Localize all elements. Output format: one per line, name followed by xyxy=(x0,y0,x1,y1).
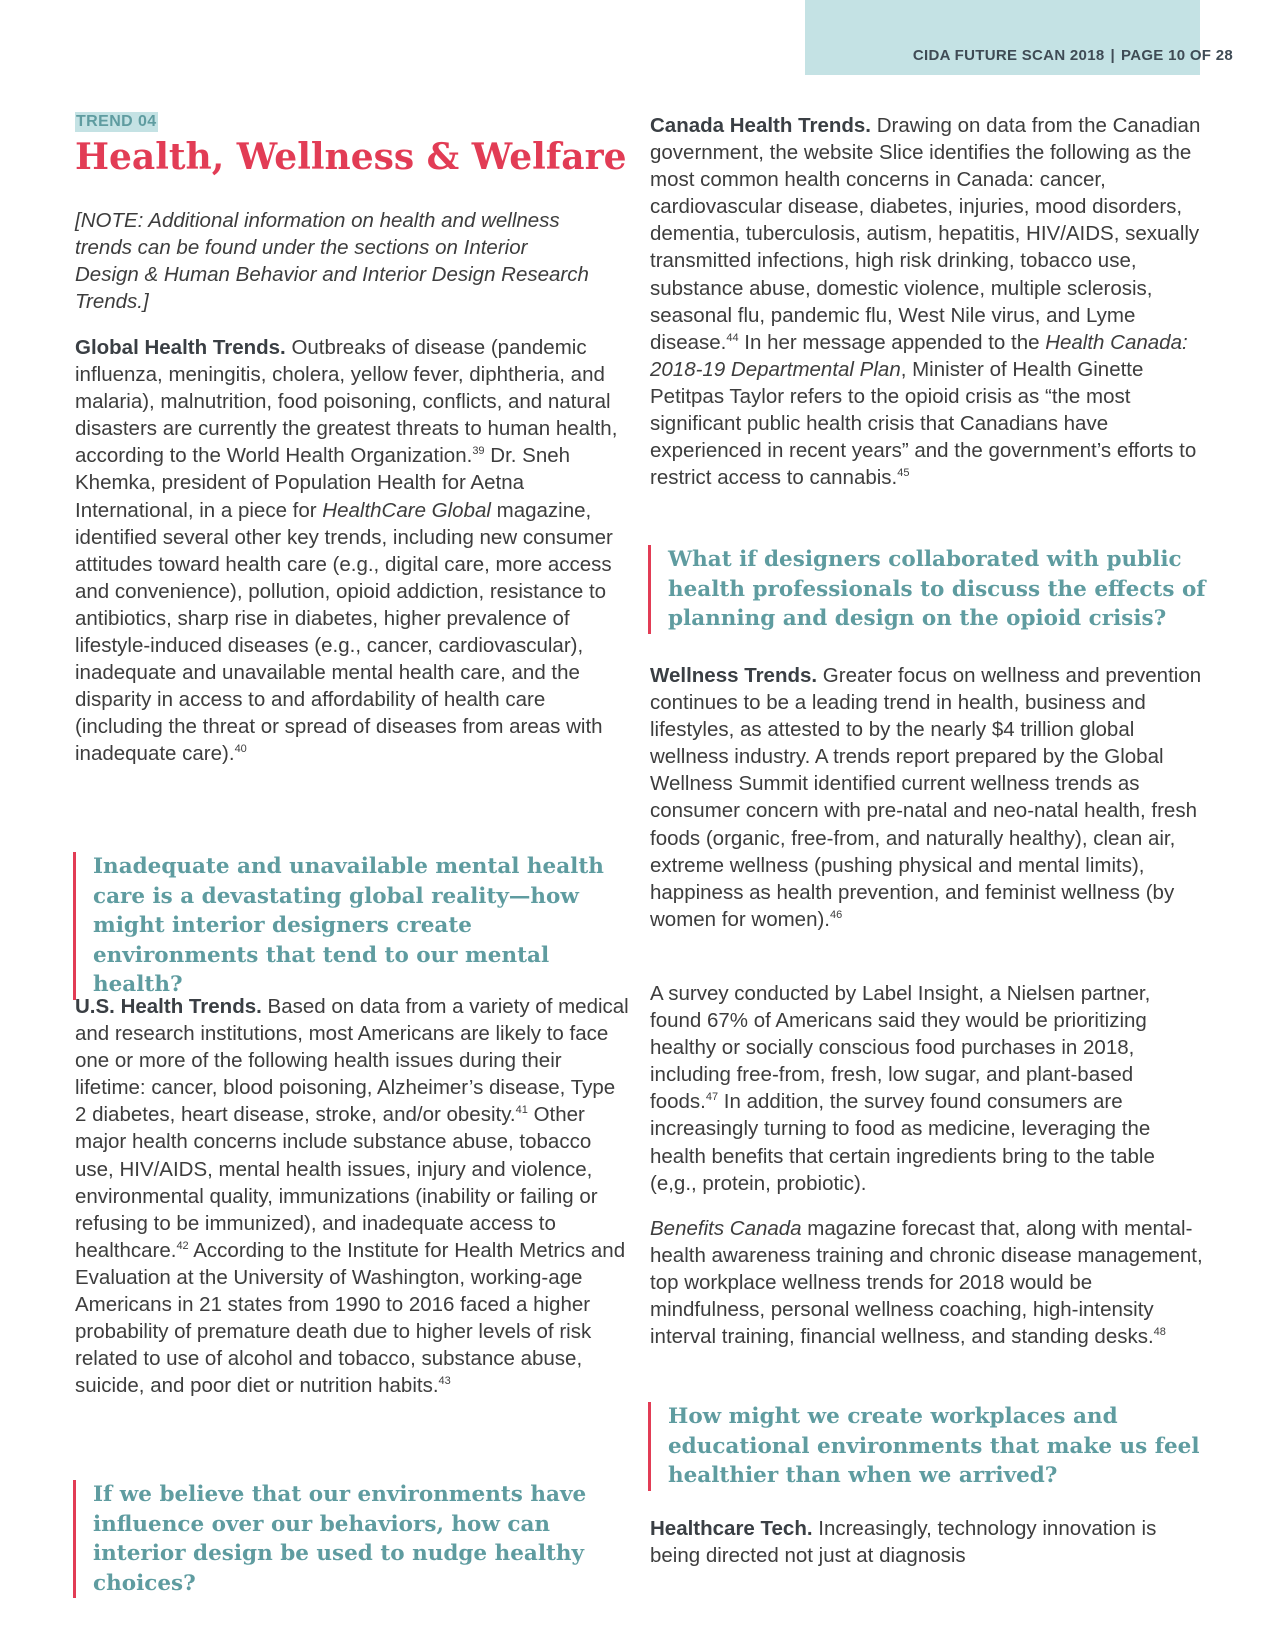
footnote-ref: 41 xyxy=(515,1104,528,1117)
page-title: Health, Wellness & Welfare xyxy=(75,136,627,178)
callout-nudge: If we believe that our environments have influence over our behaviors, how can interior design be used to nudge healthy choices? xyxy=(73,1480,613,1598)
healthcare-tech-paragraph: Healthcare Tech. Increasingly, technology innovation is being directed not just at diagnosis xyxy=(650,1517,1157,1568)
footnote-ref: 42 xyxy=(176,1240,189,1253)
callout-opioid: What if designers collaborated with public health professionals to discuss the effects of planning and design on the opioid crisis? xyxy=(648,545,1223,634)
publication-name: Health Canada: 2018-19 Departmental Plan xyxy=(650,330,1188,381)
canada-health-paragraph: Canada Health Trends. Drawing on data from the Canadian government, the website Slice identifies the following as the most common health concerns in Canada: cancer, cardiovascular disease, diabetes, injuries, mood disorders, dementia, tuberculosis, autism, hepatitis, HIV/AIDS, sexually transmitted infections, high risk drinking, tobacco use, substance abuse, domestic violence, multiple sclerosis, seasonal flu, pandemic flu, West Nile virus, and Lyme disease.$^{44}$ In her message appended to the Health Canada: 2018-19 Departmental Plan, Minister of Health Ginette Petitpas Taylor refers to the opioid crisis as “the most significant public health crisis that Canadians have experienced in recent years” and the government’s efforts to restrict access to cannabis.$^{45}$ xyxy=(650,114,1201,490)
wellness-heading: Wellness Trends. xyxy=(650,664,818,687)
footnote-ref: 47 xyxy=(705,1091,719,1104)
editor-note: [NOTE: Additional information on health and wellness trends can be found under the sections on Interior Design & Human Behavior and Interior Design Research Trends.] xyxy=(75,209,589,314)
us-health-heading: U.S. Health Trends. xyxy=(75,995,262,1018)
page-header xyxy=(913,47,1233,64)
footnote-ref: 43 xyxy=(438,1375,451,1388)
survey-paragraph: A survey conducted by Label Insight, a Nielsen partner, found 67% of Americans said they would be prioritizing healthy or socially conscious food purchases in 2018, including free-from, fresh, low sugar, and plant-based foods.$^{47}$ In addition, the survey found consumers are increasingly turning to food as medicine, leveraging the health benefits that certain ingredients bring to the table (e,g., protein, probiotic). xyxy=(650,982,1155,1195)
page-number: PAGE 10 OF 28 xyxy=(1121,47,1233,64)
wellness-paragraph: Wellness Trends. Greater focus on wellness and prevention continues to be a leading trend in health, business and lifestyles, as attested to by the nearly $4 trillion global wellness industry. A trends report prepared by the Global Wellness Summit identified current wellness trends as consumer concern with pre-natal and neo-natal health, fresh foods (organic, free-from, and naturally healthy), clean air, extreme wellness (pushing physical and mental limits), happiness as health prevention, and feminist wellness (by women for women).$^{46}$ xyxy=(650,664,1202,931)
publication-name: HealthCare Global xyxy=(322,498,491,522)
footnote-ref: 44 xyxy=(726,331,739,344)
callout-workplace: How might we create workplaces and educational environments that make us feel healthier than when we arrived? xyxy=(648,1402,1223,1491)
footnote-ref: 46 xyxy=(830,909,843,922)
publication-title: CIDA FUTURE SCAN 2018 xyxy=(912,47,1105,64)
footnote-ref: 39 xyxy=(472,445,485,458)
global-health-heading: Global Health Trends. xyxy=(75,336,286,359)
trend-label: TREND 04 xyxy=(76,113,157,130)
footnote-ref: 48 xyxy=(1153,1326,1166,1339)
footnote-ref: 45 xyxy=(897,467,910,480)
header-separator: | xyxy=(1110,47,1115,64)
canada-health-heading: Canada Health Trends. xyxy=(650,114,872,137)
publication-name: Benefits Canada xyxy=(650,1217,802,1240)
us-health-paragraph: U.S. Health Trends. Based on data from a variety of medical and research institutions, most Americans are likely to face one or more of the following health issues during their lifetime: cancer, blood poisoning, Alzheimer’s disease, Type 2 diabetes, heart disease, stroke, and/or obesity.$^{41}$ Other major health concerns include substance abuse, tobacco use, HIV/AIDS, mental health issues, injury and violence, environmental quality, immunizations (inability or failing or refusing to be immunized), and inadequate access to healthcare.$^{42}$ According to the Institute for Health Metrics and Evaluation at the University of Washington, working-age Americans in 21 states from 1990 to 2016 faced a higher probability of premature death due to higher levels of risk related to use of alcohol and tobacco, substance abuse, suicide, and poor diet or nutrition habits.$^{43}$ xyxy=(75,995,629,1398)
global-health-paragraph: Global Health Trends. Outbreaks of disease (pandemic influenza, meningitis, cholera, yellow fever, diphtheria, and malaria), malnutrition, food poisoning, conflicts, and natural disasters are currently the greatest threats to human health, according to the World Health Organization.$^{39}$ Dr. Sneh Khemka, president of Population Health for Aetna International, in a piece for HealthCare Global magazine, identified several other key trends, including new consumer attitudes toward health care (e.g., digital care, more access and convenience), pollution, opioid addiction, resistance to antibiotics, sharp rise in diabetes, higher prevalence of lifestyle-induced diseases (e.g., cancer, cardiovascular), inadequate and unavailable mental health care, and the disparity in access to and affordability of health care (including the threat or spread of diseases from areas with inadequate care).$^{40}$ xyxy=(75,336,618,766)
footnote-ref: 40 xyxy=(234,743,247,756)
healthcare-tech-heading: Healthcare Tech. xyxy=(650,1517,813,1540)
callout-mental-health: Inadequate and unavailable mental health care is a devastating global reality—how might interior designers create environments that tend to our mental health? xyxy=(73,852,628,1000)
benefits-paragraph: Benefits Canada magazine forecast that, along with mental-health awareness training and chronic disease management, top workplace wellness trends for 2018 would be mindfulness, personal wellness coaching, high-intensity interval training, financial wellness, and standing desks.$^{48}$ xyxy=(650,1217,1203,1349)
